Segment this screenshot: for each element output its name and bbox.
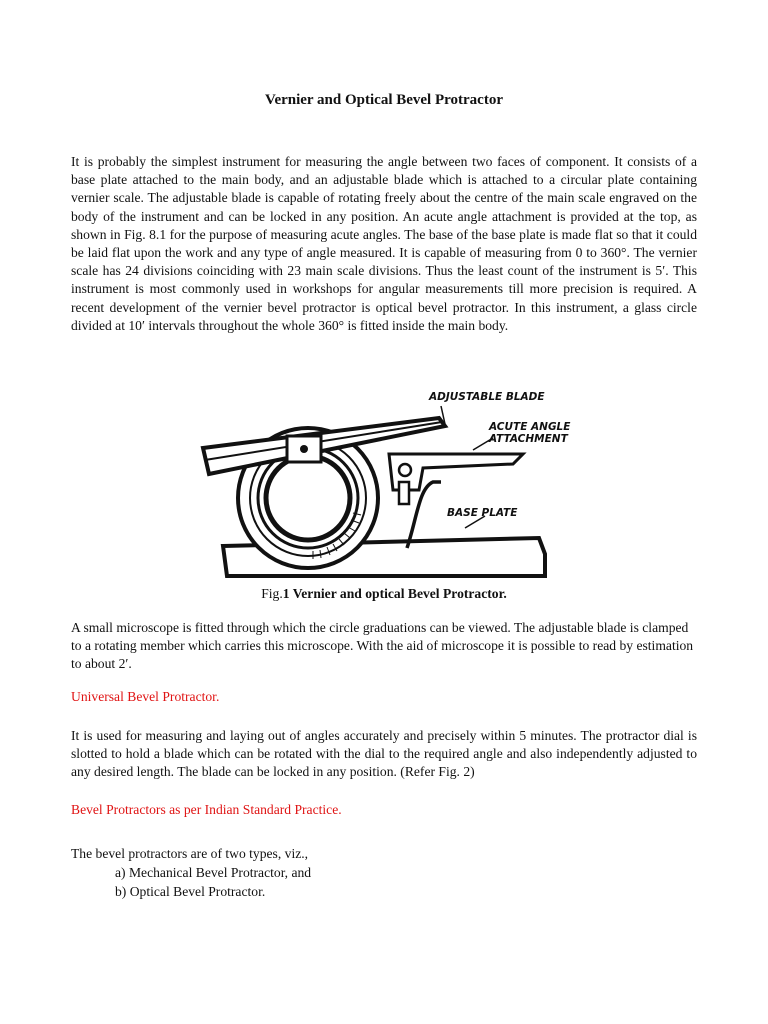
label-adjustable-blade: ADJUSTABLE BLADE xyxy=(429,391,545,403)
caption-title: 1 Vernier and optical Bevel Protractor. xyxy=(282,586,507,601)
types-list xyxy=(115,864,311,901)
label-acute-angle-line2: ATTACHMENT xyxy=(489,433,568,445)
label-base-plate: BASE PLATE xyxy=(447,507,518,519)
indian-standard-heading: Bevel Protractors as per Indian Standard Practice. xyxy=(71,802,342,817)
universal-protractor-paragraph: It is used for measuring and laying out of angles accurately and precisely within 5 minutes. The protractor dial is slotted to hold a blade which can be rotated with the dial to the required angle and also independently adjusted to any desired length. The blade can be locked in any position. (Refer Fig. 2) xyxy=(71,728,697,780)
page-title: Vernier and Optical Bevel Protractor xyxy=(264,92,503,108)
caption-prefix: Fig. xyxy=(261,586,283,601)
intro-paragraph: It is probably the simplest instrument for measuring the angle between two faces of component. It consists of a base plate attached to the main body, and an adjustable blade which is attached to a circular plate containing vernier scale. The adjustable blade is capable of rotating freely about the centre of the main scale engraved on the body of the instrument and can be locked in any position. An acute angle attachment is provided at the top, as shown in Fig. 8.1 for the purpose of measuring acute angles. The base of the base plate is made flat so that it could be laid flat upon the work and any type of angle measured. It is capable of measuring from 0 to 360°. The vernier scale has 24 divisions coinciding with 23 main scale divisions. Thus the least count of the instrument is 5′. This instrument is most commonly used in workshops for angular measurements till more precision is required. A recent development of the vernier bevel protractor is optical bevel protractor. In this instrument, a glass circle divided at 10′ intervals throughout the whole 360° is fitted inside the main body. xyxy=(71,154,697,333)
label-acute-angle-line1: ACUTE ANGLE xyxy=(489,421,571,433)
microscope-paragraph: A small microscope is fitted through which the circle graduations can be viewed. The adjustable blade is clamped to a rotating member which carries this microscope. With the aid of microscope it is possible to read by estimation to about 2′. xyxy=(71,620,694,672)
universal-protractor-heading: Universal Bevel Protractor. xyxy=(71,689,220,704)
bevel-protractor-figure xyxy=(193,378,571,580)
list-item: a) Mechanical Bevel Protractor, and xyxy=(115,865,312,880)
figure-caption xyxy=(0,586,768,602)
types-intro: The bevel protractors are of two types, viz., xyxy=(71,846,309,861)
list-item: b) Optical Bevel Protractor. xyxy=(115,883,266,899)
